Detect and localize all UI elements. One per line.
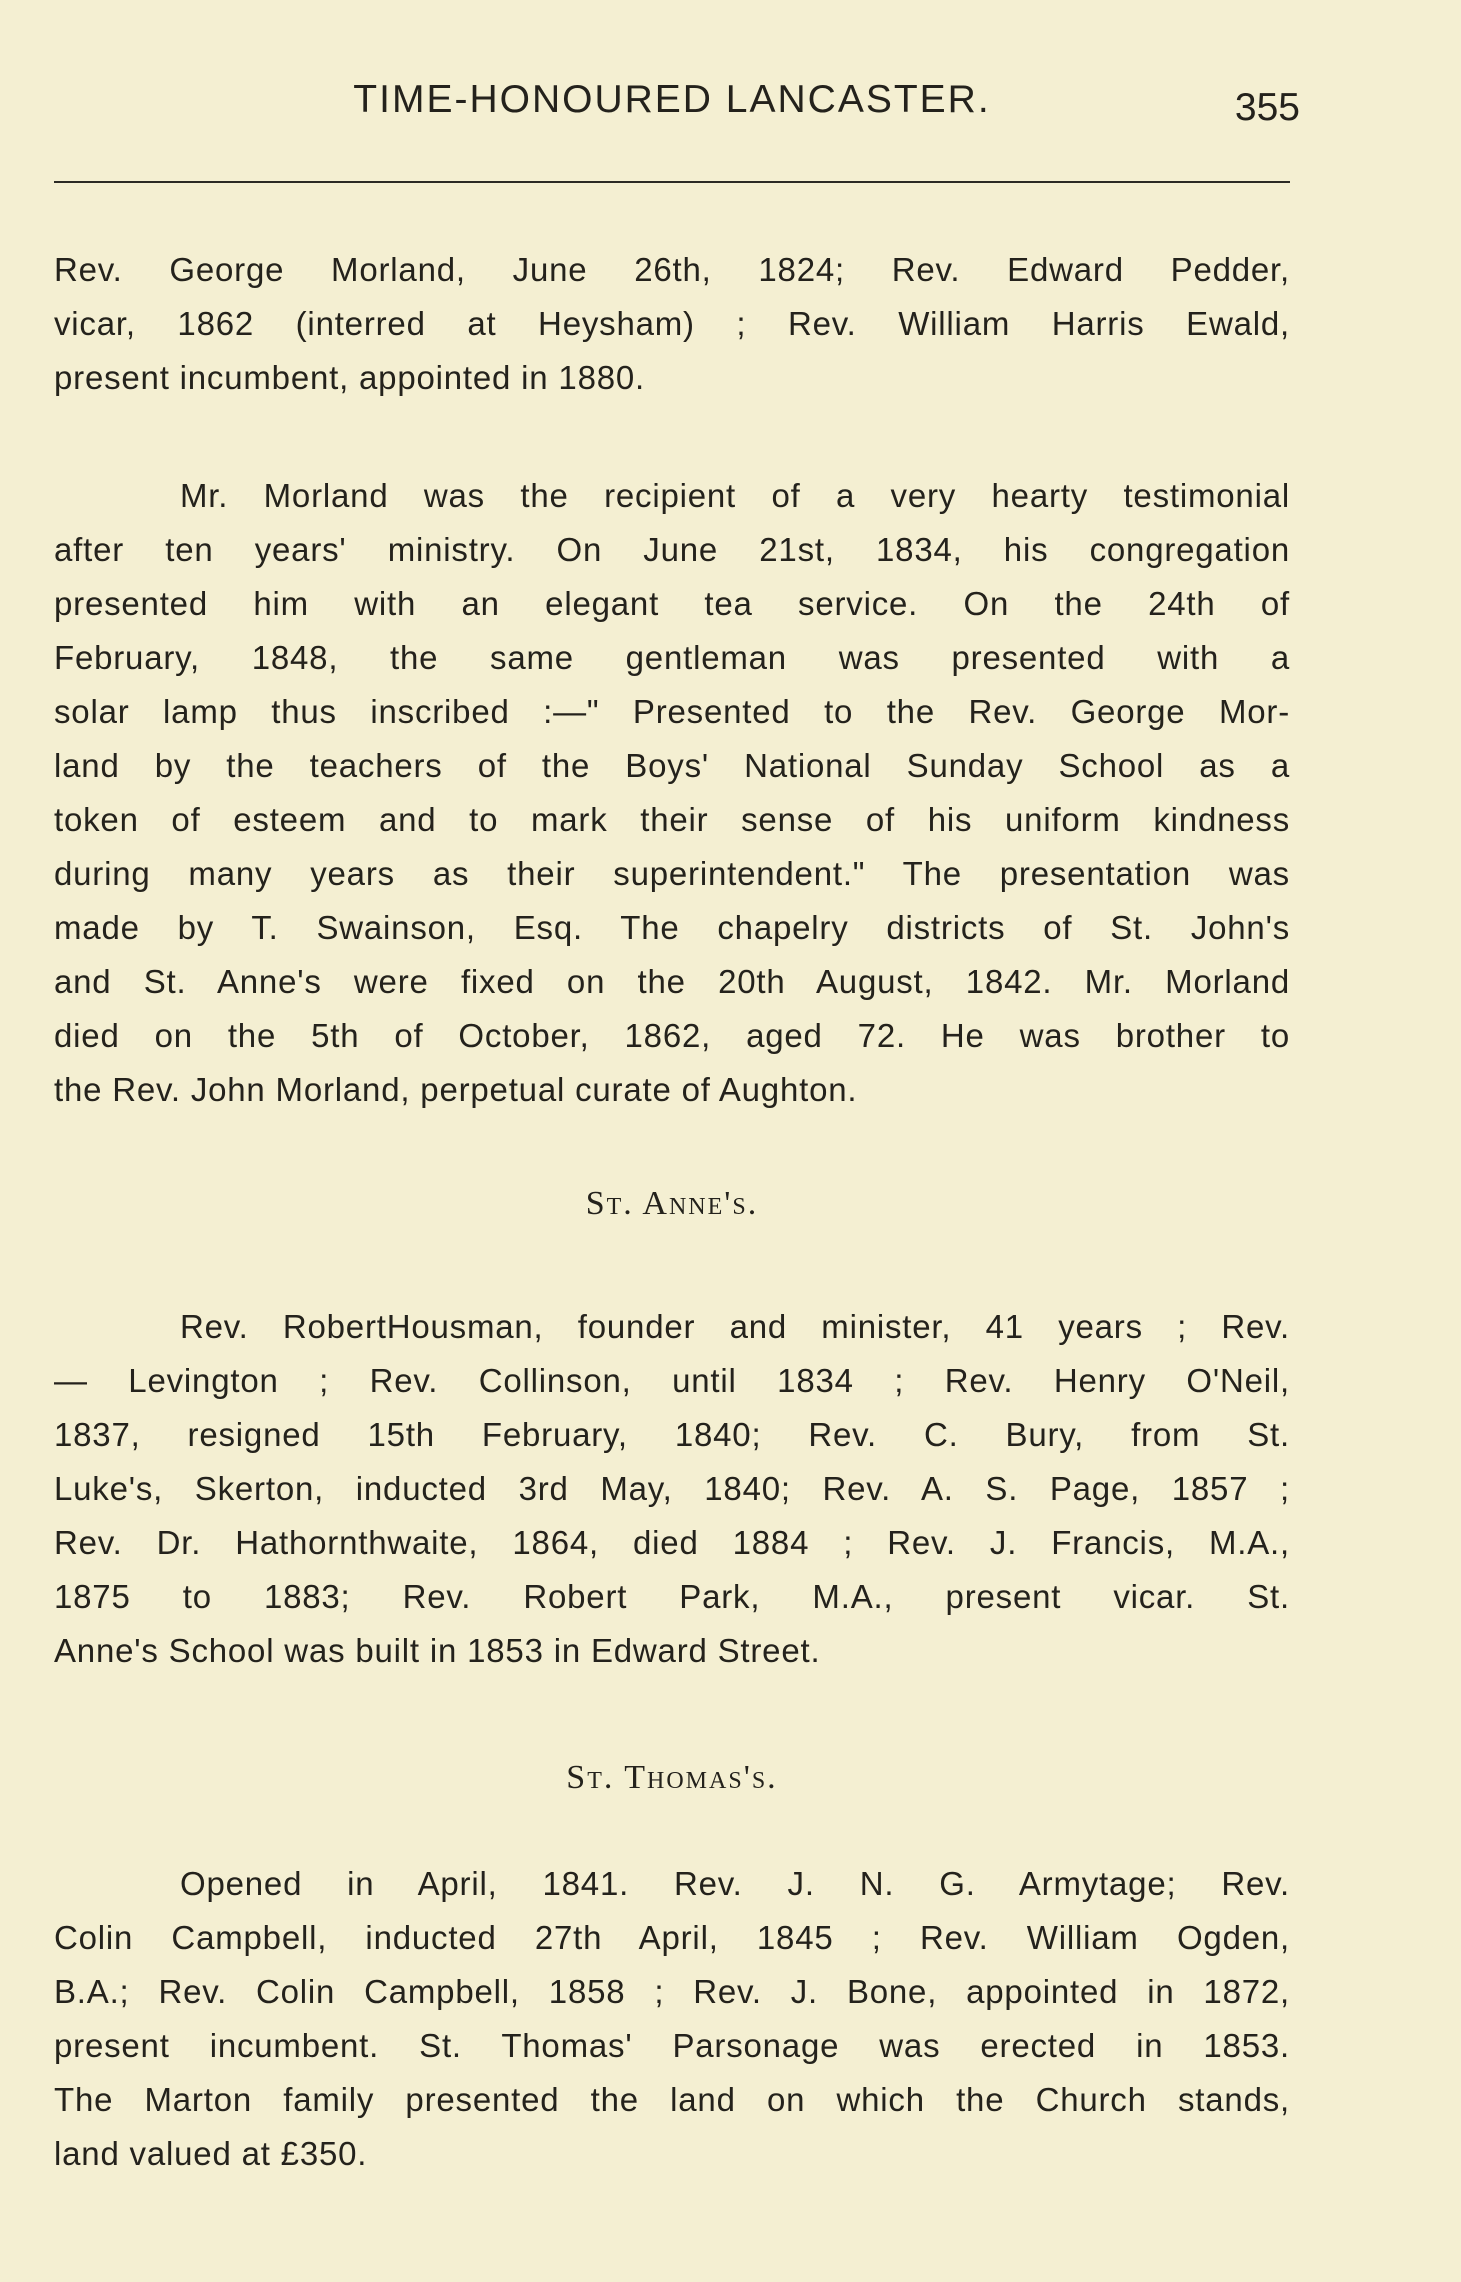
text-line: during many years as their superintendent." The presentation was (54, 855, 1290, 892)
running-title: TIME-HONOURED LANCASTER. (353, 78, 991, 121)
text-line: Rev. RobertHousman, founder and minister, 41 years ; Rev. (180, 1308, 1290, 1345)
section-heading-st-thomass: St. Thomas's. (566, 1759, 778, 1796)
text-line: Colin Campbell, inducted 27th April, 1845 ; Rev. William Ogden, (54, 1919, 1290, 1956)
section-heading-st-annes: St. Anne's. (585, 1185, 759, 1222)
page-number: 355 (1234, 86, 1300, 129)
text-line: and St. Anne's were fixed on the 20th August, 1842. Mr. Morland (54, 963, 1290, 1000)
text-line: Luke's, Skerton, inducted 3rd May, 1840; Rev. A. S. Page, 1857 ; (54, 1470, 1290, 1507)
text-line: present incumbent, appointed in 1880. (54, 359, 646, 396)
text-line: the Rev. John Morland, perpetual curate of Aughton. (54, 1071, 858, 1108)
text-line: vicar, 1862 (interred at Heysham) ; Rev. William Harris Ewald, (54, 305, 1290, 342)
paragraph-st-annes (54, 1300, 1290, 1678)
text-line: token of esteem and to mark their sense of his uniform kindness (54, 801, 1290, 838)
text-line: Mr. Morland was the recipient of a very hearty testimonial (180, 477, 1290, 514)
text-line: presented him with an elegant tea service. On the 24th of (54, 585, 1290, 622)
text-line: land by the teachers of the Boys' National Sunday School as a (54, 747, 1290, 784)
text-line: 1875 to 1883; Rev. Robert Park, M.A., present vicar. St. (54, 1578, 1290, 1615)
text-line: Anne's School was built in 1853 in Edward Street. (54, 1632, 821, 1669)
text-line: Rev. Dr. Hathornthwaite, 1864, died 1884 ; Rev. J. Francis, M.A., (54, 1524, 1290, 1561)
text-line: made by T. Swainson, Esq. The chapelry districts of St. John's (54, 909, 1290, 946)
text-line: after ten years' ministry. On June 21st, 1834, his congregation (54, 531, 1290, 568)
header-rule (54, 181, 1290, 183)
paragraph-clergy-list (54, 243, 1290, 405)
text-line: The Marton family presented the land on which the Church stands, (54, 2081, 1290, 2118)
text-line: B.A.; Rev. Colin Campbell, 1858 ; Rev. J. Bone, appointed in 1872, (54, 1973, 1290, 2010)
text-line: — Levington ; Rev. Collinson, until 1834 ; Rev. Henry O'Neil, (54, 1362, 1290, 1399)
text-line: February, 1848, the same gentleman was presented with a (54, 639, 1290, 676)
text-line: land valued at £350. (54, 2135, 368, 2172)
text-line: solar lamp thus inscribed :—" Presented to the Rev. George Mor- (54, 693, 1290, 730)
text-line: Rev. George Morland, June 26th, 1824; Rev. Edward Pedder, (54, 251, 1290, 288)
text-line: present incumbent. St. Thomas' Parsonage was erected in 1853. (54, 2027, 1290, 2064)
running-head (52, 72, 1300, 132)
text-line: died on the 5th of October, 1862, aged 72. He was brother to (54, 1017, 1290, 1054)
paragraph-morland-testimonial (54, 469, 1290, 1117)
text-line: 1837, resigned 15th February, 1840; Rev. C. Bury, from St. (54, 1416, 1290, 1453)
text-line: Opened in April, 1841. Rev. J. N. G. Armytage; Rev. (180, 1865, 1290, 1902)
paragraph-st-thomass (54, 1857, 1290, 2181)
